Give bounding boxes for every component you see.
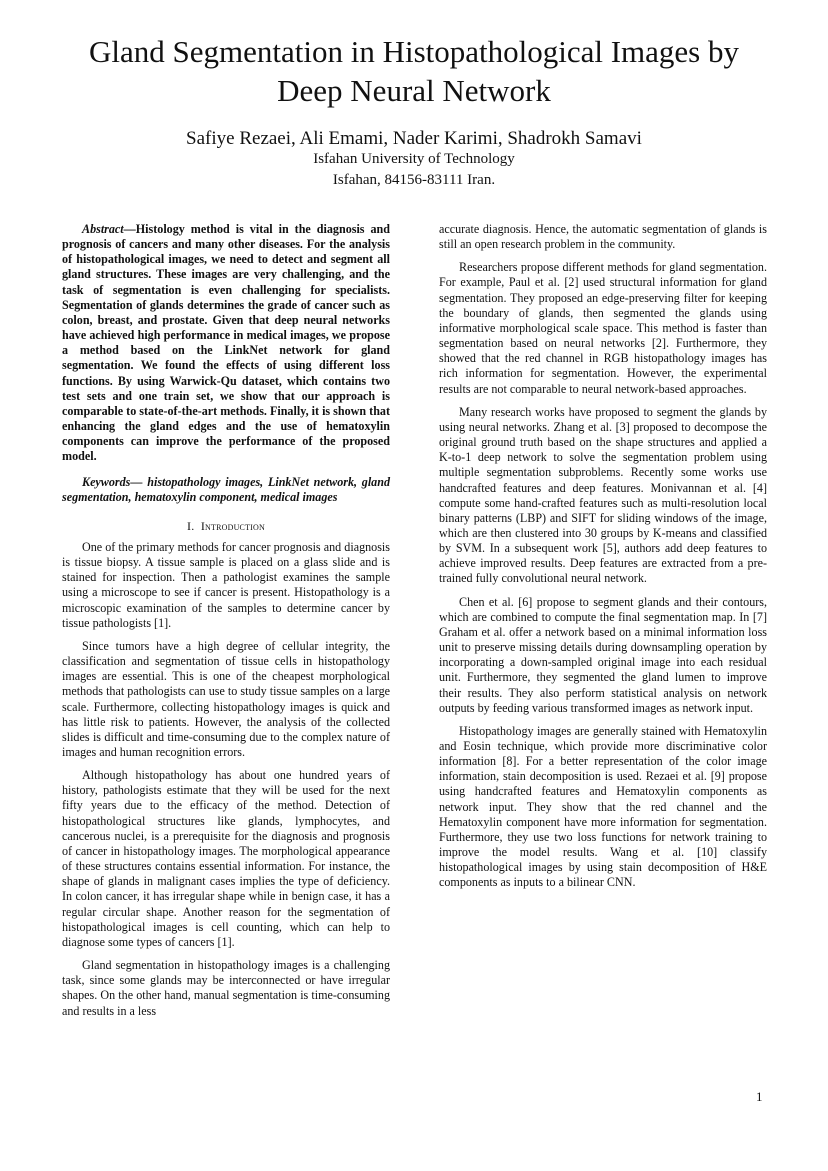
keywords-label: Keywords: [82, 474, 131, 489]
section-heading-introduction: [62, 519, 390, 534]
left-column: [62, 222, 390, 1027]
paragraph: Many research works have proposed to segment the glands by using neural networks. Zhang et al. [3] proposed to decompose the original ground truth based on the shape structures and applied a K-to-1 deep network to solve the segmentation problem using multiple segmentation subproblems. Recently some works use handcrafted features and deep features. Monivannan et al. [4] compute some hand-crafted features such as multi-resolution local binary patterns (LBP) and SIFT for sliding windows of the image, which are then clustered into 30 groups by K-means and classified by SVM. In a subsequent work [5], authors add deep features to achieve improved results. Deep features are extracted from a pre-trained fully convolutional neural network.: [439, 404, 767, 586]
paragraph: Histopathology images are generally stained with Hematoxylin and Eosin technique, which provide more discriminative color information [8]. For a better representation of the color image information, stain decomposition is used. Rezaei et al. [9] propose using handcrafted features and Hematoxylin components as network input. They show that the red channel and the Hematoxylin component have more information for segmentation. Furthermore, they use two loss functions for network training to improve the model results. Wang et al. [10] classify histopathological images by using stain decomposition of H&E components as inputs to a bilinear CNN.: [439, 723, 767, 890]
title-line-1: Gland Segmentation in Histopathological Images by: [88, 34, 740, 69]
paragraph: Chen et al. [6] propose to segment glands and their contours, which are combined to compute the final segmentation map. In [7] Graham et al. offer a network based on a minimal information loss unit to preserve missing details during downsampling operation by incorporating a down-sampled original image into each residual unit. Furthermore, they segmented the gland lumen to improve their results. They also perform statistical analysis on network outputs by feeding various transformed images as network input.: [439, 594, 767, 715]
address: Isfahan, 84156-83111 Iran.: [332, 172, 496, 188]
paragraph: Researchers propose different methods for gland segmentation. For example, Paul et al. [2] used structural information for gland segmentation. They proposed an edge-preserving filter for keeping the boundary of glands, then segmented the glands using informative morphological scale space. This method is faster than segmentation based on neural networks [2]. Furthermore, they showed that the red channel in RGB histopathology images has rich information for segmentation. However, the experimental results are not comparable to neural network-based approaches.: [439, 260, 767, 396]
paragraph: Although histopathology has about one hundred years of history, pathologists estimate that they will be used for the next fifty years due to the efficacy of the method. Detection of histopathological structures like glands, lymphocytes, and cancerous nuclei, is a prerequisite for the diagnosis and prognosis of cancer in histopathology images. The morphological appearance of these structures contains essential information. For instance, the shape of glands in malignant cases implies the type of deficiency. In colon cancer, it has irregular shape while in benign case, it has a regular circular shape. Another reason for the segmentation of histopathological images is cell counting, which can help to diagnose some types of cancers [1].: [62, 768, 390, 949]
section-title: Introduction: [200, 518, 265, 533]
abstract: Abstract—Histology method is vital in the diagnosis and prognosis of cancers and many other diseases. For the analysis of histopathological images, we need to detect and segment all gland structures. These images are very challenging, and the task of segmentation is even challenging for specialists. Segmentation of glands determines the grade of cancer such as colon, breast, and prostate. Given that deep neural networks have achieved high performance in medical images, we propose a method based on the LinkNet network for gland segmentation. We found the effects of using different loss functions. By using Warwick-Qu dataset, which contains two test sets and one train set, we show that our approach is comparable to state-of-the-art methods. Finally, it is shown that enhancing the gland edges and the use of hematoxylin components can improve the performance of the proposed model.: [62, 222, 390, 464]
title-line-2: Deep Neural Network: [277, 73, 551, 108]
paragraph: accurate diagnosis. Hence, the automatic segmentation of glands is still an open research problem in the community.: [439, 222, 767, 252]
keywords-text: histopathology images, LinkNet network, gland segmentation, hematoxylin component, medical images: [62, 474, 390, 504]
affiliation: Isfahan University of Technology: [313, 151, 515, 167]
section-number: I.: [187, 518, 195, 533]
page-number: 1: [756, 1089, 763, 1104]
paragraph: One of the primary methods for cancer prognosis and diagnosis is tissue biopsy. A tissue sample is placed on a glass slide and is stained for inspection. Then a pathologist examines the sample using a microscope to see if cancer is present. Histopathology is a microscopic examination of the samples to determine cancer by tissue pathologists [1].: [62, 539, 390, 630]
author-list: Safiye Rezaei, Ali Emami, Nader Karimi, Shadrokh Samavi: [186, 128, 642, 149]
paper-title: [40, 32, 788, 110]
abstract-text: Histology method is vital in the diagnosis and prognosis of cancers and many other diseases. For the analysis of histopathological images, we need to detect and segment all gland structures. These images are very challenging, and the task of segmentation is even challenging for specialists. Segmentation of glands determines the grade of cancer such as colon, breast, and prostate. Given that deep neural networks have achieved high performance in medical images, we propose a method based on the LinkNet network for gland segmentation. We found the effects of using different loss functions. By using Warwick-Qu dataset, which contains two test sets and one train set, we show that our approach is comparable to state-of-the-art methods. Finally, it is shown that enhancing the gland edges and the use of hematoxylin components can improve the performance of the proposed model.: [62, 222, 390, 464]
paragraph: Since tumors have a high degree of cellular integrity, the classification and segmentation of tissue cells in histopathology images are essential. This is one of the cheapest morphological methods that pathologists can use to study tissue samples on a large scale. Furthermore, collecting histopathology images is quick and has little risk to patients. However, the analysis of the collected slides is difficult and time-consuming due to the complex nature of images and human recognition errors.: [62, 638, 390, 759]
keywords: Keywords— histopathology images, LinkNet network, gland segmentation, hematoxylin component, medical images: [62, 474, 390, 504]
paragraph: Gland segmentation in histopathology images is a challenging task, since some glands may be interconnected or have irregular shapes. On the other hand, manual segmentation is time-consuming and results in a less: [62, 958, 390, 1018]
abstract-label: Abstract: [82, 222, 124, 236]
right-column: [439, 222, 767, 899]
